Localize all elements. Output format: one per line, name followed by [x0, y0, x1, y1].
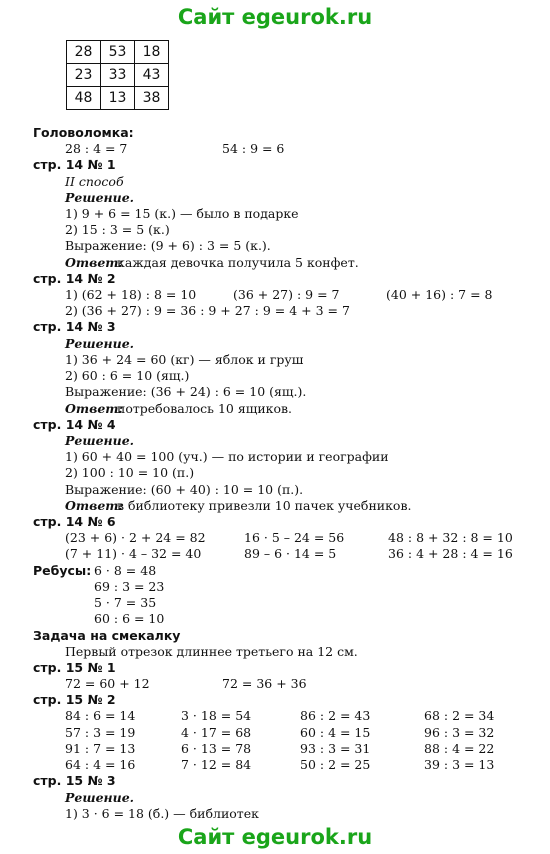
section-heading: стр. 14 № 6 — [33, 514, 116, 529]
solution-line: 39 : 3 = 13 — [424, 757, 495, 772]
section-heading: Ребусы: — [33, 563, 92, 578]
solution-line: 89 – 6 · 14 = 5 — [244, 546, 337, 561]
site-title-top: Сайт egeurok.ru — [177, 5, 373, 29]
magic-square-table — [66, 40, 169, 110]
site-title-bottom: Сайт egeurok.ru — [177, 825, 373, 849]
section-heading: стр. 15 № 3 — [33, 773, 116, 788]
magic-square-cell: 28 — [67, 41, 101, 64]
section-heading: Головоломка: — [33, 125, 134, 140]
label-text: Решение. — [65, 190, 135, 205]
section-heading: стр. 15 № 2 — [33, 692, 116, 707]
label-text: Ответ: — [65, 255, 124, 270]
magic-square-cell: 43 — [135, 64, 169, 87]
section-heading: стр. 14 № 4 — [33, 417, 116, 432]
solution-line: каждая девочка получила 5 конфет. — [117, 255, 359, 270]
solution-line: 57 : 3 = 19 — [65, 725, 136, 740]
solution-line: 86 : 2 = 43 — [300, 708, 371, 723]
label-text: Решение. — [65, 433, 135, 448]
magic-square-cell: 18 — [135, 41, 169, 64]
solution-line: 7 · 12 = 84 — [181, 757, 252, 772]
solution-line: 68 : 2 = 34 — [424, 708, 495, 723]
solution-line: 2) (36 + 27) : 9 = 36 : 9 + 27 : 9 = 4 + 3 = 7 — [65, 303, 350, 318]
solution-line: 1) 60 + 40 = 100 (уч.) — по истории и географии — [65, 449, 389, 464]
solution-line: (40 + 16) : 7 = 8 — [386, 287, 493, 302]
solution-line: 60 : 4 = 15 — [300, 725, 371, 740]
solution-line: 6 · 13 = 78 — [181, 741, 252, 756]
section-heading: стр. 14 № 1 — [33, 157, 116, 172]
solution-line: 4 · 17 = 68 — [181, 725, 252, 740]
solution-line: потребовалось 10 ящиков. — [117, 401, 293, 416]
solution-line: 54 : 9 = 6 — [222, 141, 285, 156]
solution-line: 72 = 60 + 12 — [65, 676, 150, 691]
section-heading: стр. 15 № 1 — [33, 660, 116, 675]
label-text: Решение. — [65, 336, 135, 351]
magic-square-cell: 38 — [135, 87, 169, 110]
label-text: II способ — [65, 174, 124, 189]
solution-line: 1) 3 · 6 = 18 (б.) — библиотек — [65, 806, 259, 821]
magic-square-cell: 33 — [101, 64, 135, 87]
solution-line: 5 · 7 = 35 — [94, 595, 157, 610]
magic-square-cell: 53 — [101, 41, 135, 64]
magic-square-cell: 23 — [67, 64, 101, 87]
solution-line: 69 : 3 = 23 — [94, 579, 165, 594]
solution-line: 3 · 18 = 54 — [181, 708, 252, 723]
solution-line: 2) 100 : 10 = 10 (п.) — [65, 465, 195, 480]
label-text: Ответ: — [65, 498, 124, 513]
section-heading: стр. 14 № 3 — [33, 319, 116, 334]
solution-line: 2) 60 : 6 = 10 (ящ.) — [65, 368, 190, 383]
solution-line: 1) (62 + 18) : 8 = 10 — [65, 287, 197, 302]
solution-line: (7 + 11) · 4 – 32 = 40 — [65, 546, 202, 561]
solution-line: 72 = 36 + 36 — [222, 676, 307, 691]
section-heading: стр. 14 № 2 — [33, 271, 116, 286]
solution-line: 64 : 4 = 16 — [65, 757, 136, 772]
solution-line: (36 + 27) : 9 = 7 — [233, 287, 340, 302]
solution-line: 2) 15 : 3 = 5 (к.) — [65, 222, 170, 237]
solution-line: (23 + 6) · 2 + 24 = 82 — [65, 530, 206, 545]
solution-line: Первый отрезок длиннее третьего на 12 см. — [65, 644, 358, 659]
solution-line: 1) 9 + 6 = 15 (к.) — было в подарке — [65, 206, 299, 221]
solution-line: 6 · 8 = 48 — [94, 563, 157, 578]
solution-line: 1) 36 + 24 = 60 (кг) — яблок и груш — [65, 352, 304, 367]
solution-line: 48 : 8 + 32 : 8 = 10 — [388, 530, 513, 545]
section-heading: Задача на смекалку — [33, 628, 181, 643]
solution-line: 50 : 2 = 25 — [300, 757, 371, 772]
solution-line: в библиотеку привезли 10 пачек учебников. — [117, 498, 412, 513]
label-text: Решение. — [65, 790, 135, 805]
solution-line: 36 : 4 + 28 : 4 = 16 — [388, 546, 513, 561]
solution-line: 16 · 5 – 24 = 56 — [244, 530, 345, 545]
magic-square-cell: 48 — [67, 87, 101, 110]
solution-line: 93 : 3 = 31 — [300, 741, 371, 756]
label-text: Ответ: — [65, 401, 124, 416]
solution-line: 96 : 3 = 32 — [424, 725, 495, 740]
magic-square-cell: 13 — [101, 87, 135, 110]
solution-line: 91 : 7 = 13 — [65, 741, 136, 756]
solution-line: 84 : 6 = 14 — [65, 708, 136, 723]
solution-line: 28 : 4 = 7 — [65, 141, 128, 156]
solution-line: 88 : 4 = 22 — [424, 741, 495, 756]
solution-line: Выражение: (9 + 6) : 3 = 5 (к.). — [65, 238, 271, 253]
solution-line: Выражение: (36 + 24) : 6 = 10 (ящ.). — [65, 384, 307, 399]
solution-line: 60 : 6 = 10 — [94, 611, 165, 626]
solution-line: Выражение: (60 + 40) : 10 = 10 (п.). — [65, 482, 304, 497]
